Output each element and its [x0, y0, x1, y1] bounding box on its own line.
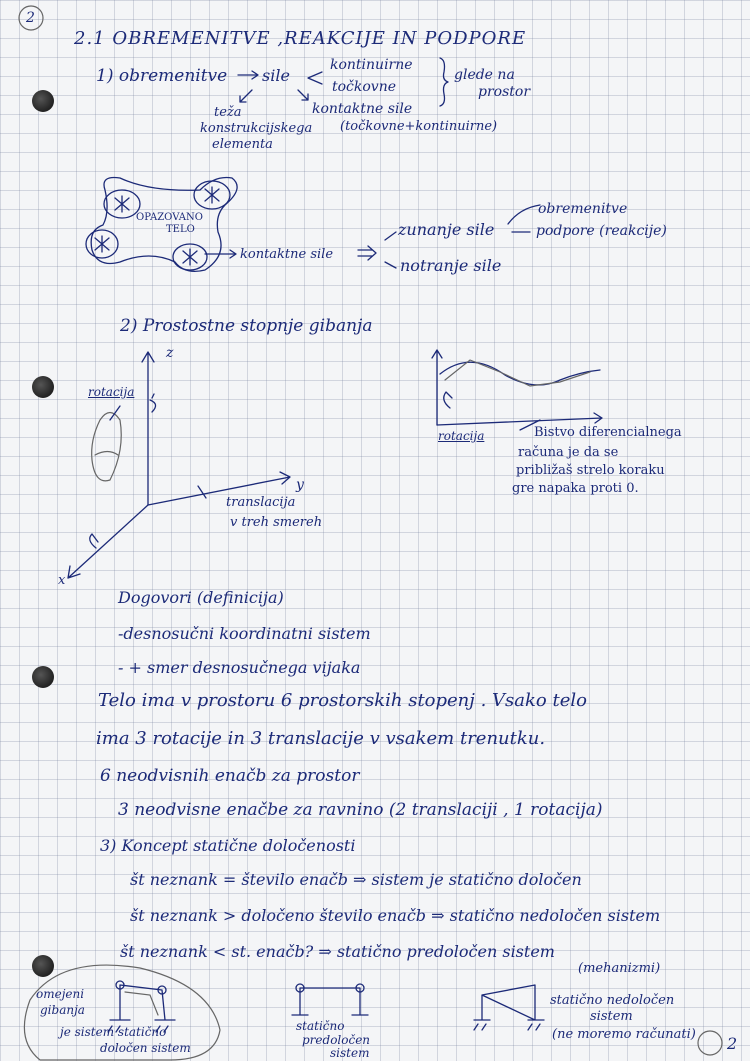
graph-note-4: gre napaka proti 0. — [512, 481, 639, 496]
text-line-4: 3 neodvisne enačbe za ravnino (2 translaciji , 1 rotacija) — [118, 800, 603, 820]
notranje-sile: notranje sile — [400, 256, 502, 275]
obremenitve-label: obremenitve — [538, 201, 628, 217]
sec1-prostor: prostor — [478, 84, 531, 100]
sec3-row-1: št neznank = število enačb ⇒ sistem je statično določen — [130, 870, 582, 889]
podpore-label: podpore (reakcije) — [536, 223, 667, 239]
text-line-1: Telo ima v prostoru 6 prostorskih stopenj . Vsako telo — [98, 690, 587, 711]
text-line-3: 6 neodvisnih enačb za prostor — [100, 766, 360, 786]
rotation-sketch — [92, 413, 122, 481]
sec1-tockovne: točkovne — [332, 79, 397, 95]
sec1-heading: 1) obremenitve — [96, 66, 228, 86]
sec1-kontinuirne: kontinuirne — [330, 57, 413, 73]
y-axis-label: y — [296, 477, 304, 493]
caption-sistem: sistem — [330, 1046, 370, 1060]
sec1-elementa: elementa — [212, 137, 273, 152]
caption-staticno: je sistem statično — [60, 1025, 167, 1039]
rotacija-label: rotacija — [88, 385, 135, 399]
z-axis — [142, 352, 154, 505]
arrow-right-icon — [238, 71, 258, 79]
caption-predolocen: predoločen — [302, 1033, 371, 1047]
caption-gibanja: gibanja — [40, 1003, 85, 1017]
page-number-top: 2 — [26, 10, 35, 26]
sec1-glede-na: glede na — [454, 67, 515, 83]
x-axis — [68, 505, 148, 578]
dogovori-item-1: -desnosučni koordinatni sistem — [118, 624, 371, 643]
sec1-sile: sile — [262, 66, 290, 85]
page-title: 2.1 OBREMENITVE ,REAKCIJE IN PODPORE — [74, 28, 527, 49]
arrow-down-left-icon — [240, 90, 252, 102]
caption-dolocen: določen sistem — [100, 1041, 191, 1055]
page-number-bottom: 2 — [727, 1034, 738, 1053]
caption-omejeni: omejeni — [36, 987, 85, 1001]
translacija-sub: v treh smereh — [230, 515, 323, 530]
zunanje-sile: zunanje sile — [398, 220, 495, 239]
graph-note-3: približaš strelo koraku — [516, 463, 665, 478]
kontaktne-sile-label: kontaktne sile — [240, 247, 334, 262]
x-axis-label: x — [58, 573, 66, 588]
body-label: OPAZOVANO — [136, 212, 203, 223]
caption-ne-moremo: (ne moremo računati) — [552, 1027, 696, 1042]
sec1-tockovne-kontinuirne: (točkovne+kontinuirne) — [340, 119, 498, 134]
caption-nedolocen: statično nedoločen — [550, 993, 675, 1008]
dogovori-heading: Dogovori (definicija) — [118, 588, 284, 607]
implies-icon — [358, 246, 376, 260]
graph-note-2: računa je da se — [518, 445, 619, 460]
body-label-2: TELO — [166, 224, 195, 235]
sec1-konstrukcijskega: konstrukcijskega — [200, 121, 313, 136]
caption-sistem-3: sistem — [590, 1009, 633, 1024]
text-line-2: ima 3 rotacije in 3 translacije v vsakem trenutku. — [96, 728, 546, 749]
sec3-row-3: št neznank < st. enačb? ⇒ statično predoločen sistem — [120, 942, 555, 961]
sec1-teza: teža — [214, 105, 242, 120]
sec3-row-2: št neznank > določeno število enačb ⇒ statično nedoločen sistem — [130, 906, 661, 925]
arrow-down-right-icon — [298, 90, 308, 100]
sec1-kontaktne-sile: kontaktne sile — [312, 101, 413, 117]
sec3-mehanizmi: (mehanizmi) — [578, 961, 661, 976]
sec2-heading: 2) Prostostne stopnje gibanja — [120, 316, 373, 336]
rotacija-graph-label: rotacija — [438, 429, 485, 443]
dogovori-item-2: - + smer desnosučnega vijaka — [118, 658, 361, 677]
brace-right — [440, 58, 448, 106]
z-axis-label: z — [166, 345, 174, 361]
translacija-label: translacija — [226, 495, 296, 510]
caption-staticno-2: statično — [296, 1019, 345, 1033]
brace-left — [308, 72, 322, 84]
graph-note-1: Bistvo diferencialnega — [534, 425, 682, 440]
sec3-heading: 3) Koncept statične določenosti — [100, 836, 356, 855]
